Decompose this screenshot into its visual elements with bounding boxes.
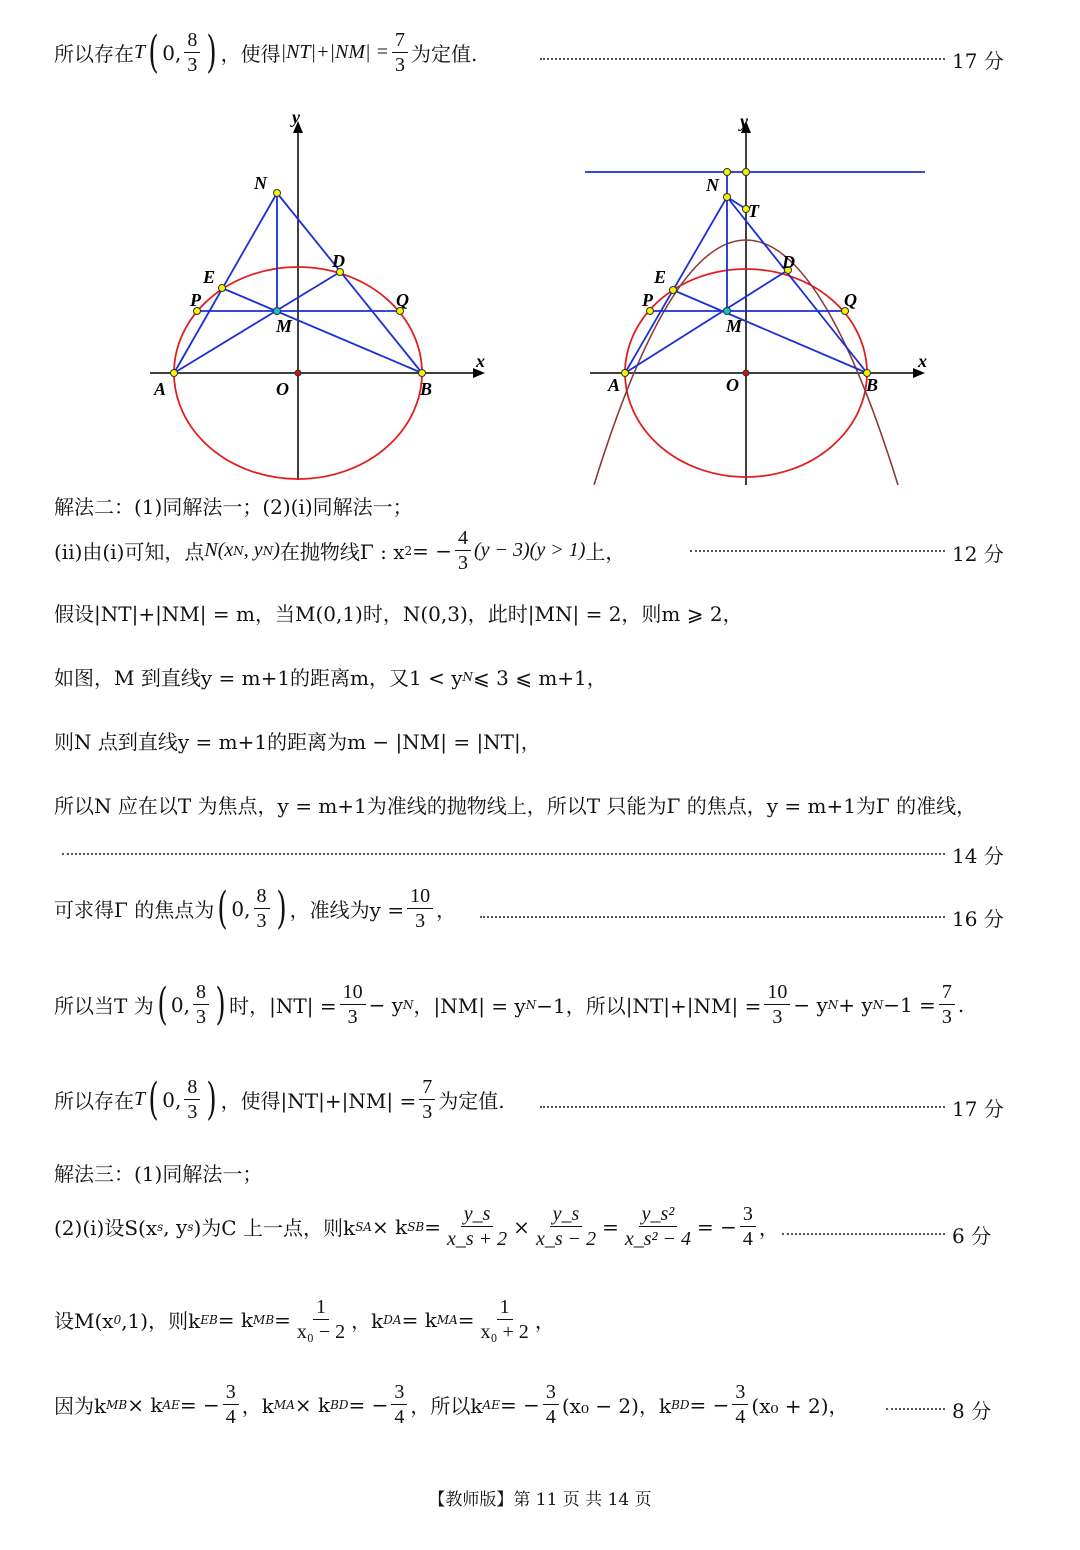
text: ，准线为y = bbox=[289, 898, 405, 922]
label-O: O bbox=[726, 375, 739, 395]
subscript: 0 bbox=[113, 1312, 122, 1327]
text: = k bbox=[401, 1307, 437, 1332]
num: y_s bbox=[550, 1202, 583, 1227]
fraction bbox=[294, 1295, 348, 1344]
num: 1 bbox=[497, 1295, 513, 1320]
text: ，|NM| = y bbox=[413, 994, 526, 1018]
label-B: B bbox=[420, 379, 433, 399]
num: 10 bbox=[764, 980, 790, 1005]
label-P: P bbox=[190, 290, 201, 310]
text: + y bbox=[838, 992, 873, 1017]
text: × k bbox=[294, 1392, 331, 1417]
den: 3 bbox=[415, 910, 426, 932]
fraction bbox=[444, 1202, 510, 1251]
subscript: SA bbox=[355, 1219, 372, 1234]
text: 为定值. bbox=[438, 1089, 505, 1113]
den: 4 bbox=[394, 1406, 405, 1428]
fraction bbox=[478, 1295, 532, 1344]
score-label: 17 分 bbox=[952, 1097, 1004, 1121]
den: x_s − 2 bbox=[535, 1228, 597, 1250]
fraction bbox=[193, 980, 209, 1029]
expression: |NT|+|NM| = bbox=[280, 41, 390, 63]
text: 可求得Γ 的焦点为 bbox=[54, 898, 215, 922]
text: 如图，M 到直线y = m+1的距离m，又1 < y bbox=[54, 666, 463, 690]
figure-parabola-diagram bbox=[580, 105, 940, 485]
fraction bbox=[740, 1202, 756, 1251]
text: 假设|NT|+|NM| = m，当M(0,1)时，N(0,3)，此时|MN| = 2，则m ⩾ 2， bbox=[54, 602, 743, 626]
score-leader bbox=[782, 1233, 945, 1235]
text: ,1)，则k bbox=[121, 1309, 201, 1333]
point-x: 0, bbox=[170, 992, 190, 1017]
paren-open: ( bbox=[148, 1073, 159, 1125]
score-leader bbox=[540, 1106, 945, 1108]
score-leader bbox=[886, 1408, 945, 1410]
label-D: D bbox=[782, 252, 795, 272]
den: 3 bbox=[457, 552, 468, 574]
text: 所以存在 bbox=[54, 42, 134, 66]
fraction bbox=[543, 1380, 559, 1429]
text: 上， bbox=[585, 540, 626, 564]
fraction bbox=[455, 526, 471, 575]
fraction bbox=[184, 1075, 200, 1124]
text: (2)(i)设S(x bbox=[54, 1216, 158, 1240]
text: ， bbox=[436, 898, 457, 922]
expr: ) bbox=[273, 539, 280, 561]
subscript: DA bbox=[383, 1312, 402, 1327]
method3-title bbox=[54, 1158, 262, 1187]
paren-open: ( bbox=[148, 26, 159, 78]
num: 3 bbox=[223, 1380, 239, 1405]
num: 1 bbox=[313, 1295, 329, 1320]
subscript: s bbox=[157, 1219, 164, 1234]
text: − y bbox=[368, 992, 403, 1017]
subscript: N bbox=[525, 997, 537, 1012]
label-T: T bbox=[748, 201, 759, 221]
subscript: EB bbox=[200, 1312, 218, 1327]
method2-line5 bbox=[54, 790, 976, 819]
text: ， bbox=[758, 1216, 779, 1240]
text: . bbox=[957, 992, 965, 1017]
fraction bbox=[732, 1380, 748, 1429]
label-E: E bbox=[654, 267, 667, 287]
point-x: 0, bbox=[162, 40, 182, 65]
den: 3 bbox=[347, 1006, 358, 1028]
method2-line4 bbox=[54, 726, 541, 755]
den: x_s + 2 bbox=[447, 1228, 508, 1250]
page-footer: 【教师版】第 11 页 共 14 页 bbox=[428, 1490, 652, 1510]
label-N: N bbox=[706, 175, 719, 195]
subscript: MA bbox=[436, 1312, 458, 1327]
num: 8 bbox=[184, 28, 200, 53]
text: 所以N 应在以T 为焦点，y = m+1为准线的抛物线上，所以T 只能为Γ 的焦点，y = m+1为Γ 的准线， bbox=[54, 794, 977, 818]
label-P: P bbox=[642, 290, 653, 310]
fraction bbox=[939, 980, 955, 1029]
text: 解法二：(1)同解法一；(2)(i)同解法一； bbox=[54, 495, 413, 519]
label-x: x bbox=[476, 351, 485, 371]
den: 3 bbox=[422, 1101, 433, 1123]
expr: , y bbox=[243, 539, 263, 561]
subscript: BD bbox=[671, 1397, 690, 1412]
num: 4 bbox=[455, 526, 471, 551]
point-x: 0, bbox=[162, 1087, 182, 1112]
subscript: MA bbox=[273, 1397, 295, 1412]
num: 10 bbox=[407, 884, 433, 909]
text: = − bbox=[697, 1214, 737, 1239]
paren-close: ) bbox=[275, 882, 287, 934]
num: 3 bbox=[732, 1380, 748, 1405]
text: ，k bbox=[241, 1394, 274, 1418]
label-y: y bbox=[740, 111, 748, 131]
label-N: N bbox=[254, 173, 267, 193]
text: = k bbox=[217, 1307, 254, 1332]
text: (ii)由(i)可知，点 bbox=[54, 540, 205, 564]
text: = bbox=[274, 1307, 291, 1332]
subscript: N bbox=[262, 543, 274, 558]
score-leader bbox=[690, 550, 945, 552]
method3-line3 bbox=[54, 1380, 849, 1429]
text: × k bbox=[371, 1214, 408, 1239]
den: 4 bbox=[735, 1406, 746, 1428]
text: −1 = bbox=[883, 992, 936, 1017]
label-M: M bbox=[726, 316, 743, 336]
subscript: MB bbox=[253, 1312, 275, 1327]
label-x: x bbox=[918, 351, 927, 371]
fraction bbox=[391, 1380, 407, 1429]
num: 3 bbox=[543, 1380, 559, 1405]
text: = bbox=[602, 1214, 619, 1239]
text: = bbox=[424, 1214, 442, 1239]
paren-close: ) bbox=[206, 1073, 218, 1125]
method2-line8 bbox=[54, 1075, 505, 1124]
text: ，k bbox=[351, 1309, 384, 1333]
method2-line3 bbox=[54, 662, 607, 691]
subscript: MB bbox=[106, 1397, 128, 1412]
den: 3 bbox=[256, 910, 267, 932]
label-D: D bbox=[332, 251, 345, 271]
method2-line6 bbox=[54, 884, 456, 933]
num: y_s bbox=[461, 1202, 494, 1227]
text: −1，所以|NT|+|NM| = bbox=[536, 994, 762, 1018]
num: 8 bbox=[184, 1075, 200, 1100]
expr: N(x bbox=[204, 539, 234, 561]
num: 3 bbox=[391, 1380, 407, 1405]
text: ，使得|NT|+|NM| = bbox=[220, 1089, 417, 1113]
subscript: AE bbox=[482, 1397, 500, 1412]
subscript: N bbox=[827, 997, 839, 1012]
label-M: M bbox=[276, 316, 293, 336]
text: 设M(x bbox=[54, 1309, 114, 1333]
text: 因为k bbox=[54, 1394, 107, 1418]
text: 为定值. bbox=[411, 42, 478, 66]
score-label: 12 分 bbox=[952, 542, 1004, 566]
den: 3 bbox=[941, 1006, 952, 1028]
paren-open: ( bbox=[217, 882, 228, 934]
text: 解法三：(1)同解法一； bbox=[54, 1162, 263, 1186]
label-Q: Q bbox=[396, 290, 409, 310]
paren-close: ) bbox=[206, 26, 218, 78]
text: , y bbox=[163, 1214, 188, 1239]
fraction bbox=[407, 884, 433, 933]
text: 则N 点到直线y = m+1的距离为m − |NM| = |NT|， bbox=[54, 730, 541, 754]
score-leader bbox=[480, 916, 945, 918]
var-T: T bbox=[134, 1088, 146, 1110]
text: ，所以k bbox=[410, 1394, 483, 1418]
fraction bbox=[223, 1380, 239, 1429]
label-B: B bbox=[866, 375, 879, 395]
text: = − bbox=[499, 1392, 540, 1417]
den: 3 bbox=[395, 54, 406, 76]
text: ⩽ 3 ⩽ m+1， bbox=[473, 666, 607, 690]
text: = − bbox=[348, 1392, 389, 1417]
fraction bbox=[340, 980, 366, 1029]
label-y: y bbox=[292, 107, 300, 127]
num: 10 bbox=[340, 980, 366, 1005]
text: − y bbox=[793, 992, 828, 1017]
text: ， bbox=[534, 1309, 555, 1333]
den: 4 bbox=[545, 1406, 556, 1428]
fraction bbox=[533, 1202, 599, 1251]
fraction bbox=[419, 1075, 435, 1124]
method2-title bbox=[54, 491, 413, 520]
expr: (y − 3)(y > 1) bbox=[473, 539, 586, 561]
label-A: A bbox=[154, 379, 167, 399]
den: 4 bbox=[742, 1228, 753, 1250]
method2-line2 bbox=[54, 598, 743, 627]
text: )为C 上一点，则k bbox=[193, 1216, 356, 1240]
subscript: BD bbox=[330, 1397, 349, 1412]
text: 时，|NT| = bbox=[229, 994, 337, 1018]
den: 3 bbox=[187, 1101, 198, 1123]
text: (x₀ + 2)， bbox=[751, 1394, 849, 1418]
point-x: 0, bbox=[231, 896, 251, 921]
score-label: 8 分 bbox=[952, 1399, 992, 1423]
num: 3 bbox=[740, 1202, 756, 1227]
den: x₀ − 2 bbox=[296, 1321, 346, 1343]
text: × bbox=[513, 1214, 530, 1239]
text: 所以当T 为 bbox=[54, 994, 154, 1018]
text: 所以存在 bbox=[54, 1089, 134, 1113]
subscript: SB bbox=[407, 1219, 425, 1234]
text: = bbox=[457, 1307, 475, 1332]
text: ，使得 bbox=[220, 42, 281, 66]
fraction bbox=[622, 1202, 694, 1251]
num: y_s² bbox=[639, 1202, 678, 1227]
fraction bbox=[392, 28, 408, 77]
top-conclusion-line bbox=[54, 28, 477, 77]
figure-ellipse-diagram bbox=[140, 105, 500, 485]
num: 7 bbox=[939, 980, 955, 1005]
num: 7 bbox=[419, 1075, 435, 1100]
method2-line1 bbox=[54, 526, 625, 575]
method3-line1 bbox=[54, 1202, 779, 1251]
den: 3 bbox=[772, 1006, 783, 1028]
subscript: N bbox=[233, 543, 244, 558]
num: 8 bbox=[254, 884, 270, 909]
score-label: 17 分 bbox=[952, 49, 1004, 73]
text: = − bbox=[689, 1392, 730, 1417]
fraction bbox=[254, 884, 270, 933]
paren-open: ( bbox=[157, 978, 168, 1030]
fraction bbox=[184, 28, 200, 77]
subscript: N bbox=[403, 997, 414, 1012]
text: (x₀ − 2)，k bbox=[561, 1394, 672, 1418]
score-leader bbox=[62, 853, 945, 855]
num: 8 bbox=[193, 980, 209, 1005]
score-label: 16 分 bbox=[952, 907, 1004, 931]
paren-close: ) bbox=[215, 978, 226, 1030]
expr: = − bbox=[412, 538, 452, 563]
fraction bbox=[764, 980, 790, 1029]
score-label: 14 分 bbox=[952, 844, 1004, 868]
score-label: 6 分 bbox=[952, 1224, 992, 1248]
method2-line7 bbox=[54, 980, 964, 1029]
label-A: A bbox=[608, 375, 621, 395]
text: × k bbox=[127, 1392, 163, 1417]
subscript: N bbox=[462, 669, 474, 684]
expr: 在抛物线Γ : x bbox=[279, 540, 405, 564]
den: 3 bbox=[187, 54, 198, 76]
den: x₀ + 2 bbox=[480, 1321, 529, 1343]
subscript: s bbox=[187, 1219, 194, 1234]
subscript: N bbox=[872, 997, 884, 1012]
label-E: E bbox=[203, 267, 216, 287]
den: x_s² − 4 bbox=[624, 1228, 692, 1250]
label-Q: Q bbox=[844, 290, 857, 310]
den: 3 bbox=[195, 1006, 206, 1028]
den: 4 bbox=[225, 1406, 236, 1428]
label-O: O bbox=[276, 379, 289, 399]
score-leader bbox=[540, 58, 945, 60]
num: 7 bbox=[392, 28, 408, 53]
subscript: AE bbox=[162, 1397, 180, 1412]
text: = − bbox=[179, 1392, 220, 1417]
superscript: 2 bbox=[404, 543, 413, 558]
method3-line2 bbox=[54, 1295, 555, 1344]
var-T: T bbox=[134, 41, 146, 63]
